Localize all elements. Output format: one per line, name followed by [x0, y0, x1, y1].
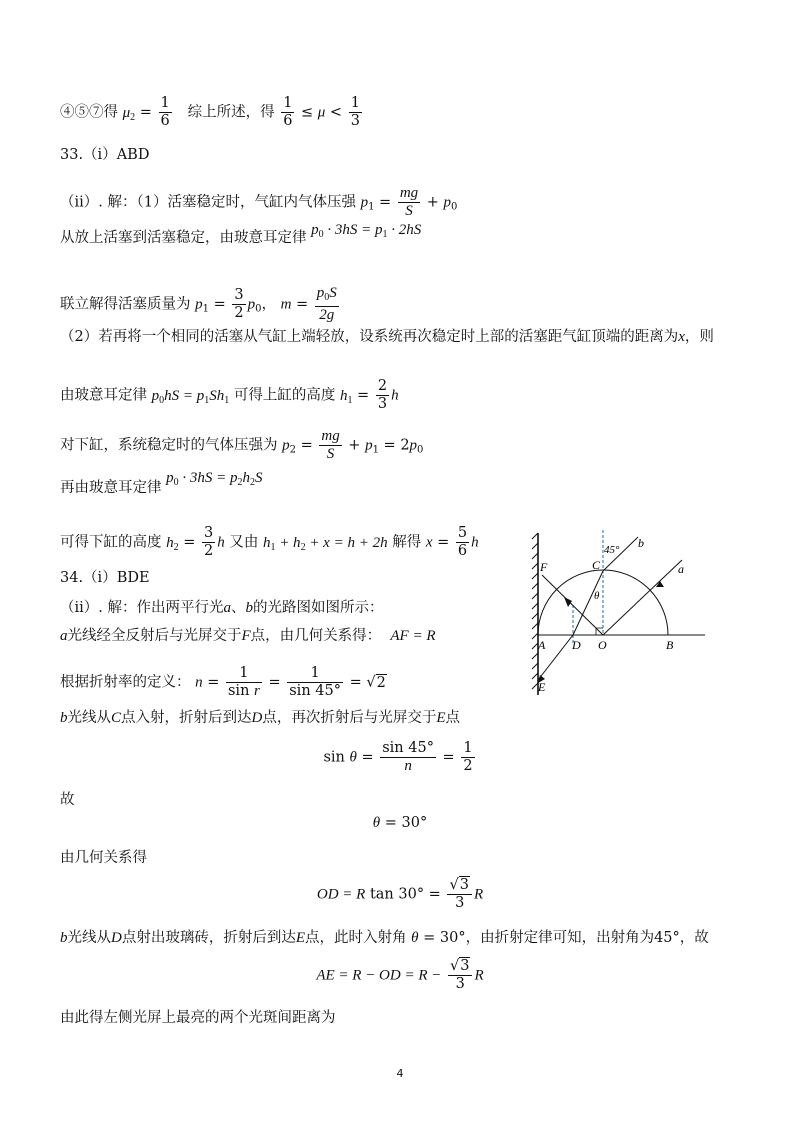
q33-ii-line: （ii）. 解：（1）活塞稳定时，气缸内气体压强 $p_1$ = $\frac{mg}{S}$ + $p_0$	[60, 185, 458, 219]
h2-line: 可得下缸的高度 $h_2$ = $\frac{3}{2}$ h 又由 $h_1 + h_2 + x = h + 2h$ 解得 x = $\frac{5}{6}$ h	[60, 525, 479, 559]
label-C: C	[592, 558, 601, 572]
light-screen	[532, 533, 538, 695]
q33-answer: 33.（i）ABD	[60, 147, 150, 163]
label-D: D	[572, 638, 581, 652]
therefore-line: 故	[60, 792, 75, 808]
lower-cylinder-line: 对下缸，系统稳定时的气体压强为 $p_2$ = $\frac{mg}{S}$ + $p_1 = 2p_0$	[60, 428, 424, 462]
label-O: O	[598, 638, 607, 652]
label-a: a	[678, 562, 684, 576]
label-theta: θ	[594, 590, 600, 602]
part2-line: （2）若再将一个相同的活塞从气缸上端轻放，设系统再次稳定时上部的活塞距气缸顶端的距离为x，则	[60, 329, 714, 345]
line-mu2: ④⑤⑦得 $\mu_2$ = $\frac{1}{6}$ 综上所述，得 $\frac{1}{6}$ ≤ μ < $\frac{1}{3}$	[60, 95, 360, 129]
label-b: b	[638, 536, 644, 550]
label-E: E	[538, 680, 546, 694]
b-light-line: b光线从C点入射，折射后到达D点，再次折射后与光屏交于E点	[60, 710, 461, 726]
label-A: A	[538, 638, 546, 652]
arrow-f	[564, 597, 572, 607]
theta-eq: θ = 30°	[372, 815, 428, 831]
q34-ii-line: （ii）. 解：作出两平行光a、b的光路图如图所示：	[60, 600, 384, 616]
boyle-line-2: 再由玻意耳定律 $p_0 \cdot 3hS = p_2h_2S$	[60, 470, 263, 496]
d-exit-line: b光线从D点射出玻璃砖，折射后到达E点，此时入射角 θ = 30°，由折射定律可知，出射角为45°，故	[60, 930, 709, 946]
q34-answer: 34.（i）BDE	[60, 570, 150, 586]
optics-diagram	[520, 525, 720, 705]
label-B: B	[666, 638, 674, 652]
refraction-index-line: 根据折射率的定义： n = $\frac{1}{\text{sin r}}$ = $\frac{1}{\sin 45^\circ}$ = √2	[60, 665, 386, 699]
label-F: F	[540, 560, 548, 574]
mass-line: 联立解得活塞质量为 $p_1$ = $\frac{3}{2}$ $p_0$， m = $\frac{p_0S}{2g}$	[60, 285, 337, 323]
page-number: 4	[396, 1067, 404, 1080]
od-eq: OD = R tan 30° = $\frac{√3}{3}$ R	[316, 877, 484, 911]
label-45: 45°	[604, 544, 620, 556]
boyle-line-1: 从放上活塞到活塞稳定，由玻意耳定律 $p_0 \cdot 3hS = p_1 \cdot 2hS$	[60, 222, 422, 246]
ae-eq: AE = R − OD = R − $\frac{√3}{3}$ R	[316, 958, 484, 992]
ray-b-glass	[573, 571, 603, 635]
final-line: 由此得左侧光屏上最亮的两个光斑间距离为	[60, 1010, 336, 1026]
geometry-line: 由几何关系得	[60, 850, 147, 866]
sin-theta-eq: sin θ = $\frac{\sin 45^\circ}{n}$ = $\frac{1}{2}$	[323, 740, 473, 774]
a-light-line: a光线经全反射后与光屏交于F点，由几何关系得： AF = R	[60, 628, 436, 644]
upper-cylinder-line: 由玻意耳定律 $p_0hS = p_1Sh_1$ 可得上缸的高度 $h_1$ = $\frac{2}{3}$ h	[60, 378, 399, 412]
